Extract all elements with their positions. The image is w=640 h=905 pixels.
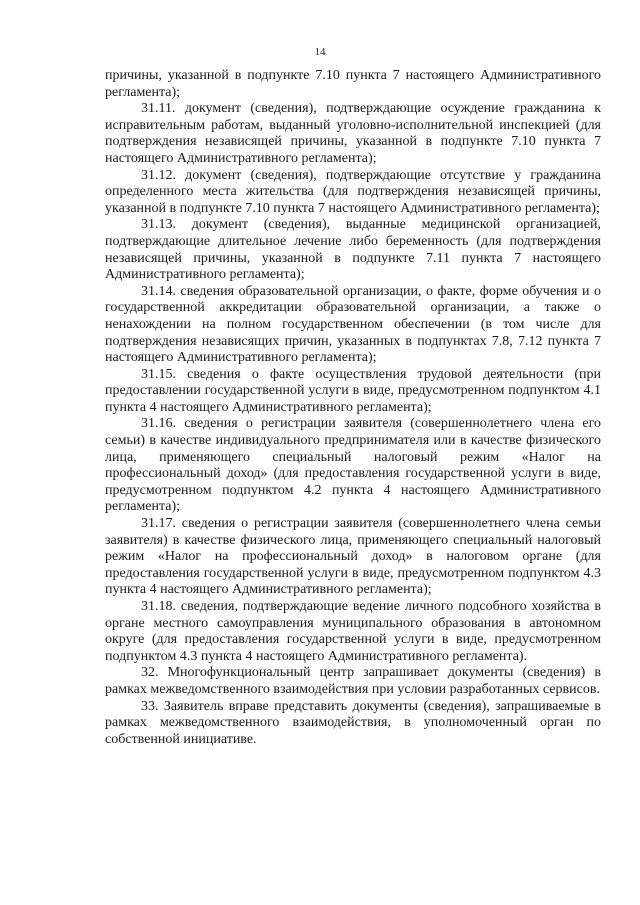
paragraph-31-12: 31.12. документ (сведения), подтверждающие отсутствие у гражданина определенного места жительства (для подтверждения независящей причины, указанной в подпункте 7.10 пункта 7 настоящего Административного регламента); [105,167,601,216]
paragraph-31-13: 31.13. документ (сведения), выданные медицинской организацией, подтверждающие длительное лечение либо беременность (для подтверждения независящей причины, указанной в подпункте 7.11 пункта 7 настоящего Административного регламента); [105,217,601,283]
paragraph-31-18: 31.18. сведения, подтверждающие ведение личного подсобного хозяйства в органе местного самоуправления муниципального образования в автономном округе (для предоставления государственной услуги в виде, предусмотренном подпунктом 4.3 пункта 4 настоящего Административного регламента). [105,599,601,664]
paragraph-31-16: 31.16. сведения о регистрации заявителя (совершеннолетнего члена его семьи) в качестве индивидуального предпринимателя или в качестве физического лица, применяющего специальный налоговый режим «Налог на профессиональный доход» (для предоставления государственной услуги в виде, предусмотренном подпунктом 4.2 пункта 4 настоящего Административного регламента); [105,416,601,515]
document-body [105,68,601,748]
paragraph-31-14: 31.14. сведения образовательной организации, о факте, форме обучения и о государственной аккредитации образовательной организации, а также о ненахождении на полном государственном обеспечении (в том числе для подтверждения независящих причин, указанных в подпунктах 7.8, 7.12 пункта 7 настоящего Административного регламента); [105,283,601,366]
paragraph-31-11: 31.11. документ (сведения), подтверждающие осуждение гражданина к исправительным работам, выданный уголовно-исполнительной инспекцией (для подтверждения независящей причины, указанной в подпункте 7.10 пункта 7 настоящего Административного регламента); [105,101,601,166]
paragraph-continuation: причины, указанной в подпункте 7.10 пункта 7 настоящего Административного регламента); [105,68,601,100]
paragraph-31-15: 31.15. сведения о факте осуществления трудовой деятельности (при предоставлении государственной услуги в виде, предусмотренном подпунктом 4.1 пункта 4 настоящего Административного регламента); [105,366,601,415]
page-number: 14 [314,46,326,58]
paragraph-33: 33. Заявитель вправе представить документы (сведения), запрашиваемые в рамках межведомственного взаимодействия, в уполномоченный орган по собственной инициативе. [105,698,601,747]
paragraph-31-17: 31.17. сведения о регистрации заявителя (совершеннолетнего члена семьи заявителя) в качестве физического лица, применяющего специальный налоговый режим «Налог на профессиональный доход» в налоговом органе (для предоставления государственной услуги в виде, предусмотренном подпунктом 4.3 пункта 4 настоящего Административного регламента); [105,516,601,598]
paragraph-32: 32. Многофункциональный центр запрашивает документы (сведения) в рамках межведомственного взаимодействия при условии разработанных сервисов. [105,665,601,697]
